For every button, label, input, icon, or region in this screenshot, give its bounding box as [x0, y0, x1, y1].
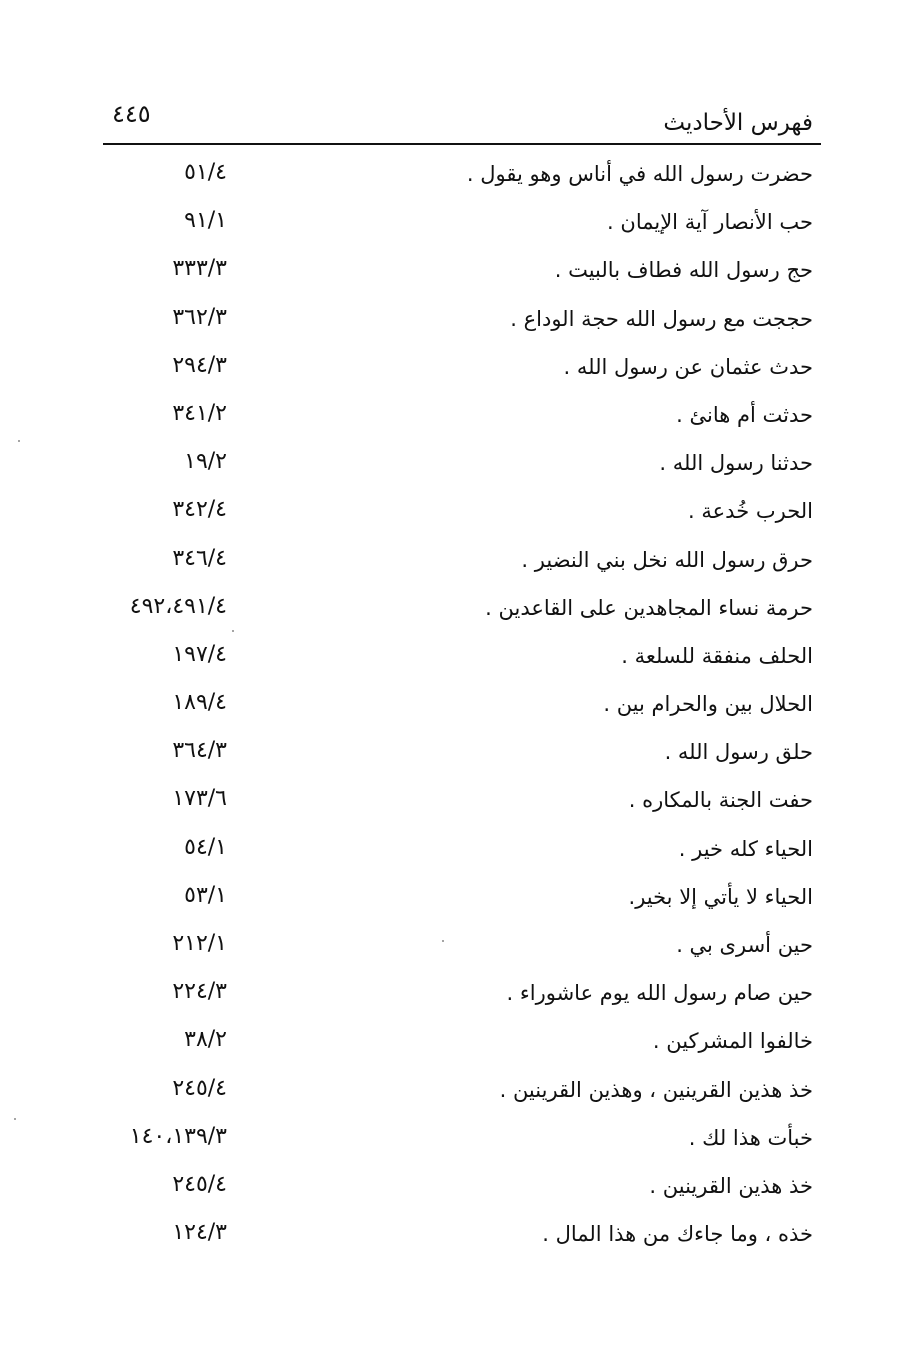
- scan-speck: [232, 630, 234, 632]
- index-entry: [0, 439, 897, 487]
- volume-page-ref: ٢٩٤/٣: [172, 352, 227, 378]
- volume-page-ref: ٢٢٤/٣: [172, 979, 227, 1005]
- index-entry: [0, 632, 897, 680]
- volume-page-ref: ٣٦٢/٣: [172, 304, 227, 330]
- hadith-text: حدثت أم هانئ .: [676, 402, 813, 427]
- index-entry: [0, 150, 897, 198]
- hadith-text: الحلال بين والحرام بين .: [603, 692, 813, 717]
- hadith-text: الحياء كله خير .: [678, 836, 813, 861]
- index-entry: [0, 680, 897, 728]
- hadith-text: حرق رسول الله نخل بني النضير .: [521, 547, 813, 572]
- index-entry: [0, 246, 897, 294]
- hadith-index-list: [0, 150, 897, 1258]
- hadith-text: حدث عثمان عن رسول الله .: [563, 354, 813, 379]
- hadith-text: خذ هذين القرينين .: [649, 1173, 813, 1198]
- index-entry: [0, 198, 897, 246]
- hadith-text: خالفوا المشركين .: [652, 1029, 813, 1054]
- page-header: [0, 0, 897, 150]
- scan-speck: [18, 440, 20, 442]
- volume-page-ref: ١٨٩/٤: [172, 690, 227, 716]
- hadith-text: خذه ، وما جاءك من هذا المال .: [542, 1222, 813, 1247]
- page-number: ٤٤٥: [112, 100, 151, 128]
- volume-page-ref: ١٤٠،١٣٩/٣: [129, 1123, 227, 1149]
- volume-page-ref: ٣٤٦/٤: [172, 545, 227, 571]
- header-divider: [103, 143, 821, 145]
- volume-page-ref: ٥٣/١: [184, 882, 227, 908]
- volume-page-ref: ٢١٢/١: [172, 931, 227, 956]
- index-entry: [0, 1066, 897, 1114]
- volume-page-ref: ١٢٤/٣: [172, 1220, 227, 1246]
- hadith-text: حرمة نساء المجاهدين على القاعدين .: [485, 595, 813, 620]
- hadith-text: خذ هذين القرينين ، وهذين القرينين .: [499, 1077, 813, 1102]
- hadith-text: حلق رسول الله .: [664, 740, 813, 765]
- index-entry: [0, 391, 897, 439]
- hadith-text: حضرت رسول الله في أناس وهو يقول .: [466, 162, 813, 186]
- hadith-text: حب الأنصار آية الإيمان .: [607, 210, 813, 235]
- header-title: فهرس الأحاديث: [663, 110, 813, 136]
- volume-page-ref: ١٩٧/٤: [172, 641, 227, 667]
- hadith-text: حين أسرى بي .: [676, 933, 813, 957]
- index-entry: [0, 1017, 897, 1065]
- volume-page-ref: ٣٤٢/٤: [172, 497, 227, 523]
- volume-page-ref: ٣٣٣/٣: [172, 256, 227, 282]
- index-entry: [0, 1210, 897, 1258]
- hadith-text: حفت الجنة بالمكاره .: [628, 788, 813, 813]
- index-entry: [0, 776, 897, 824]
- index-entry: [0, 825, 897, 873]
- hadith-text: حججت مع رسول الله حجة الوداع .: [510, 306, 813, 331]
- index-entry: [0, 1114, 897, 1162]
- hadith-text: حدثنا رسول الله .: [659, 451, 813, 476]
- volume-page-ref: ١٩/٢: [184, 449, 227, 475]
- hadith-text: خبأت هذا لك .: [688, 1125, 813, 1150]
- volume-page-ref: ٢٤٥/٤: [172, 1075, 227, 1101]
- hadith-text: الحياء لا يأتي إلا بخير.: [628, 884, 813, 909]
- volume-page-ref: ٣٤١/٢: [172, 400, 227, 426]
- volume-page-ref: ١٧٣/٦: [172, 786, 227, 812]
- volume-page-ref: ٤٩٢،٤٩١/٤: [129, 593, 227, 619]
- index-entry: [0, 343, 897, 391]
- scan-speck: [442, 940, 444, 942]
- hadith-text: الحلف منفقة للسلعة .: [621, 643, 813, 668]
- index-entry: [0, 1162, 897, 1210]
- index-entry: [0, 536, 897, 584]
- index-entry: [0, 873, 897, 921]
- hadith-text: الحرب خُدعة .: [688, 499, 813, 524]
- index-entry: [0, 728, 897, 776]
- volume-page-ref: ٢٤٥/٤: [172, 1171, 227, 1197]
- volume-page-ref: ٣٨/٢: [184, 1027, 227, 1053]
- index-entry: [0, 295, 897, 343]
- index-entry: [0, 487, 897, 535]
- volume-page-ref: ٥٤/١: [184, 834, 227, 860]
- index-entry: [0, 921, 897, 969]
- hadith-text: حين صام رسول الله يوم عاشوراء .: [506, 981, 813, 1006]
- index-entry: [0, 969, 897, 1017]
- hadith-text: حج رسول الله فطاف بالبيت .: [554, 258, 813, 283]
- index-entry: [0, 584, 897, 632]
- volume-page-ref: ٩١/١: [184, 208, 227, 234]
- volume-page-ref: ٥١/٤: [184, 160, 227, 185]
- volume-page-ref: ٣٦٤/٣: [172, 738, 227, 764]
- scan-speck: [14, 1118, 16, 1120]
